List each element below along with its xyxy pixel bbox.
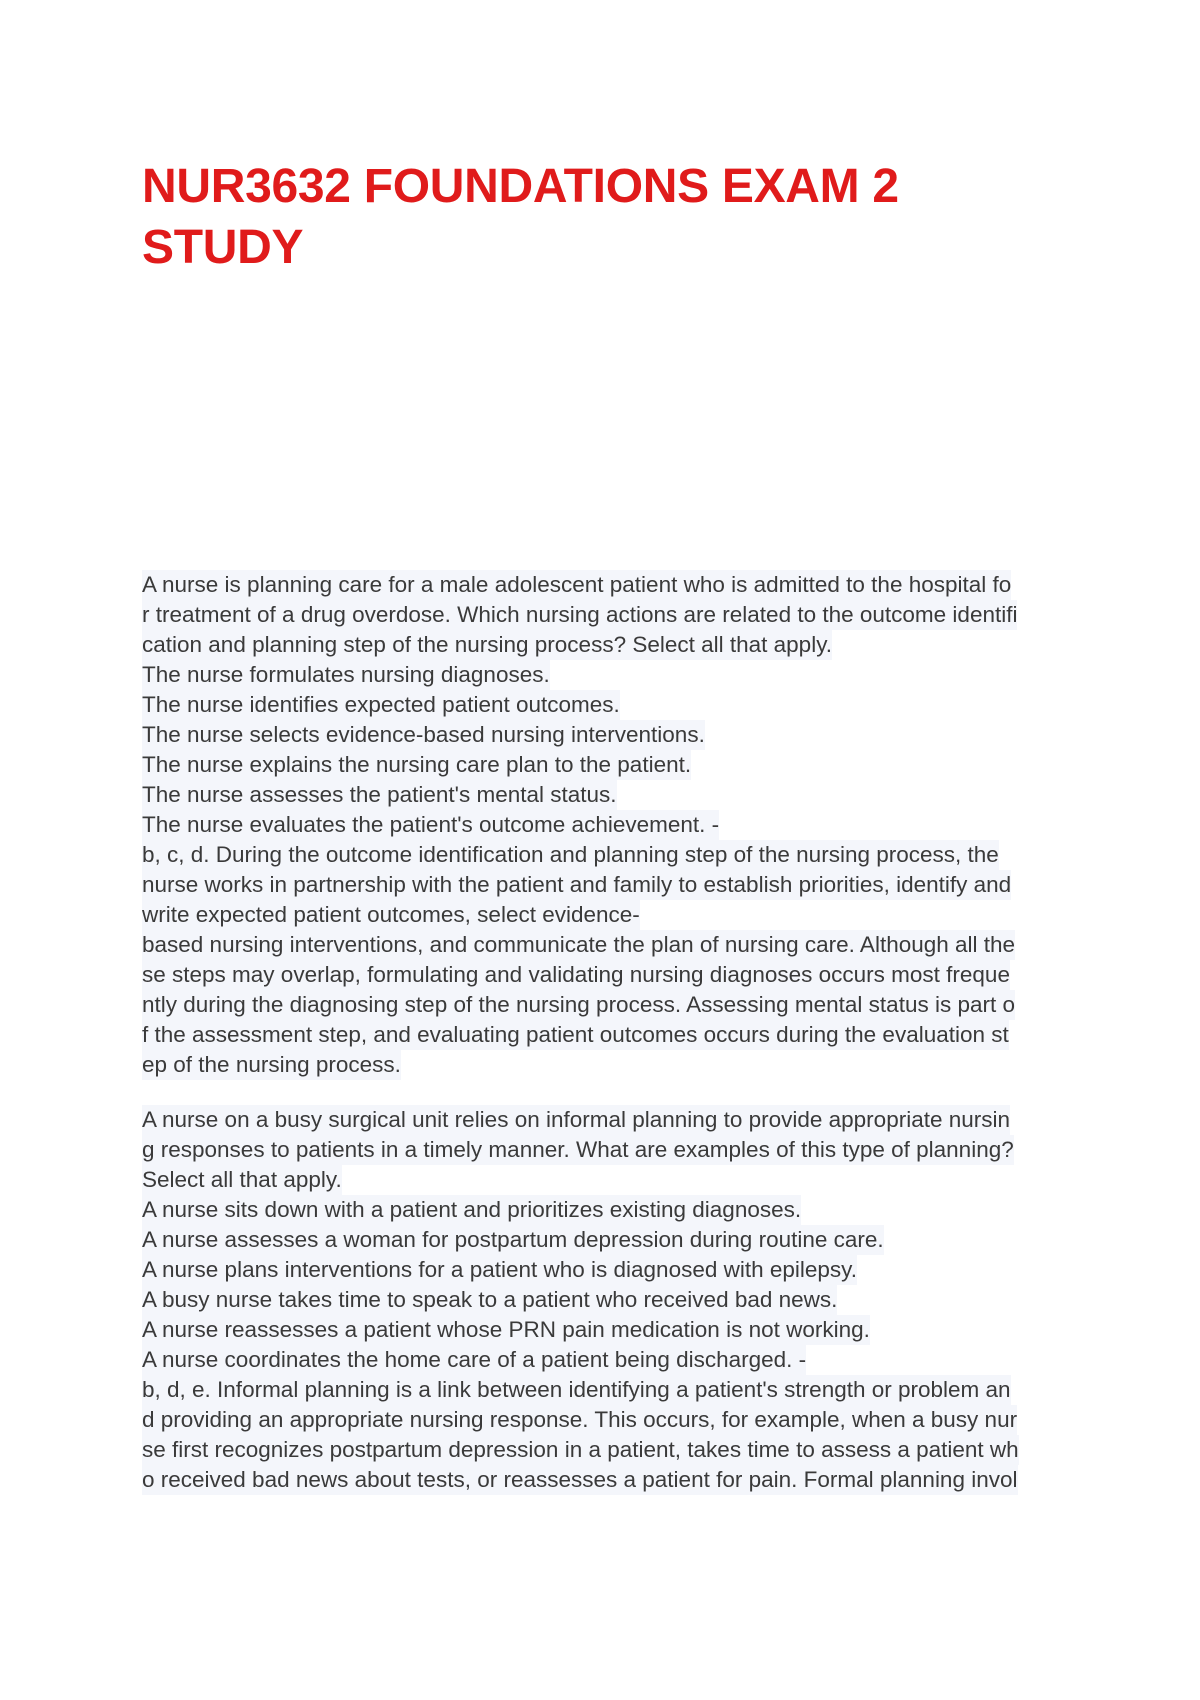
text-line: based nursing interventions, and communicate the plan of nursing care. Although all the bbox=[142, 930, 1015, 960]
text-line: se steps may overlap, formulating and validating nursing diagnoses occurs most freque bbox=[142, 960, 1010, 990]
text-line: A nurse reassesses a patient whose PRN pain medication is not working. bbox=[142, 1315, 870, 1345]
text-line: d providing an appropriate nursing response. This occurs, for example, when a busy nur bbox=[142, 1405, 1017, 1435]
text-line: A nurse on a busy surgical unit relies on informal planning to provide appropriate nursin bbox=[142, 1105, 1010, 1135]
text-line: ep of the nursing process. bbox=[142, 1050, 401, 1080]
text-line: The nurse explains the nursing care plan to the patient. bbox=[142, 750, 691, 780]
text-line: A nurse coordinates the home care of a patient being discharged. - bbox=[142, 1345, 806, 1375]
text-line: A busy nurse takes time to speak to a patient who received bad news. bbox=[142, 1285, 837, 1315]
title-line: STUDY bbox=[142, 221, 304, 274]
text-line: nurse works in partnership with the patient and family to establish priorities, identify and bbox=[142, 870, 1011, 900]
text-line: ntly during the diagnosing step of the nursing process. Assessing mental status is part o bbox=[142, 990, 1015, 1020]
text-line: A nurse plans interventions for a patient who is diagnosed with epilepsy. bbox=[142, 1255, 857, 1285]
title-line: NUR3632 FOUNDATIONS EXAM 2 bbox=[142, 160, 899, 213]
text-line: The nurse identifies expected patient outcomes. bbox=[142, 690, 620, 720]
text-line: write expected patient outcomes, select evidence- bbox=[142, 900, 640, 930]
text-line: A nurse is planning care for a male adolescent patient who is admitted to the hospital fo bbox=[142, 570, 1011, 600]
text-line: A nurse assesses a woman for postpartum depression during routine care. bbox=[142, 1225, 884, 1255]
text-line: b, c, d. During the outcome identification and planning step of the nursing process, the bbox=[142, 840, 999, 870]
question-block-1 bbox=[142, 570, 1072, 1080]
text-line: r treatment of a drug overdose. Which nursing actions are related to the outcome identifi bbox=[142, 600, 1017, 630]
text-line: The nurse formulates nursing diagnoses. bbox=[142, 660, 550, 690]
document-title bbox=[142, 156, 962, 278]
text-line: g responses to patients in a timely manner. What are examples of this type of planning? bbox=[142, 1135, 1014, 1165]
text-line: The nurse assesses the patient's mental status. bbox=[142, 780, 617, 810]
text-line: se first recognizes postpartum depression in a patient, takes time to assess a patient wh bbox=[142, 1435, 1019, 1465]
question-block-2 bbox=[142, 1105, 1072, 1495]
text-line: f the assessment step, and evaluating patient outcomes occurs during the evaluation st bbox=[142, 1020, 1009, 1050]
text-line: A nurse sits down with a patient and prioritizes existing diagnoses. bbox=[142, 1195, 801, 1225]
text-line: o received bad news about tests, or reassesses a patient for pain. Formal planning invol bbox=[142, 1465, 1018, 1495]
text-line: cation and planning step of the nursing process? Select all that apply. bbox=[142, 630, 832, 660]
text-line: b, d, e. Informal planning is a link between identifying a patient's strength or problem an bbox=[142, 1375, 1011, 1405]
text-line: The nurse evaluates the patient's outcome achievement. - bbox=[142, 810, 719, 840]
text-line: The nurse selects evidence-based nursing interventions. bbox=[142, 720, 705, 750]
text-line: Select all that apply. bbox=[142, 1165, 342, 1195]
